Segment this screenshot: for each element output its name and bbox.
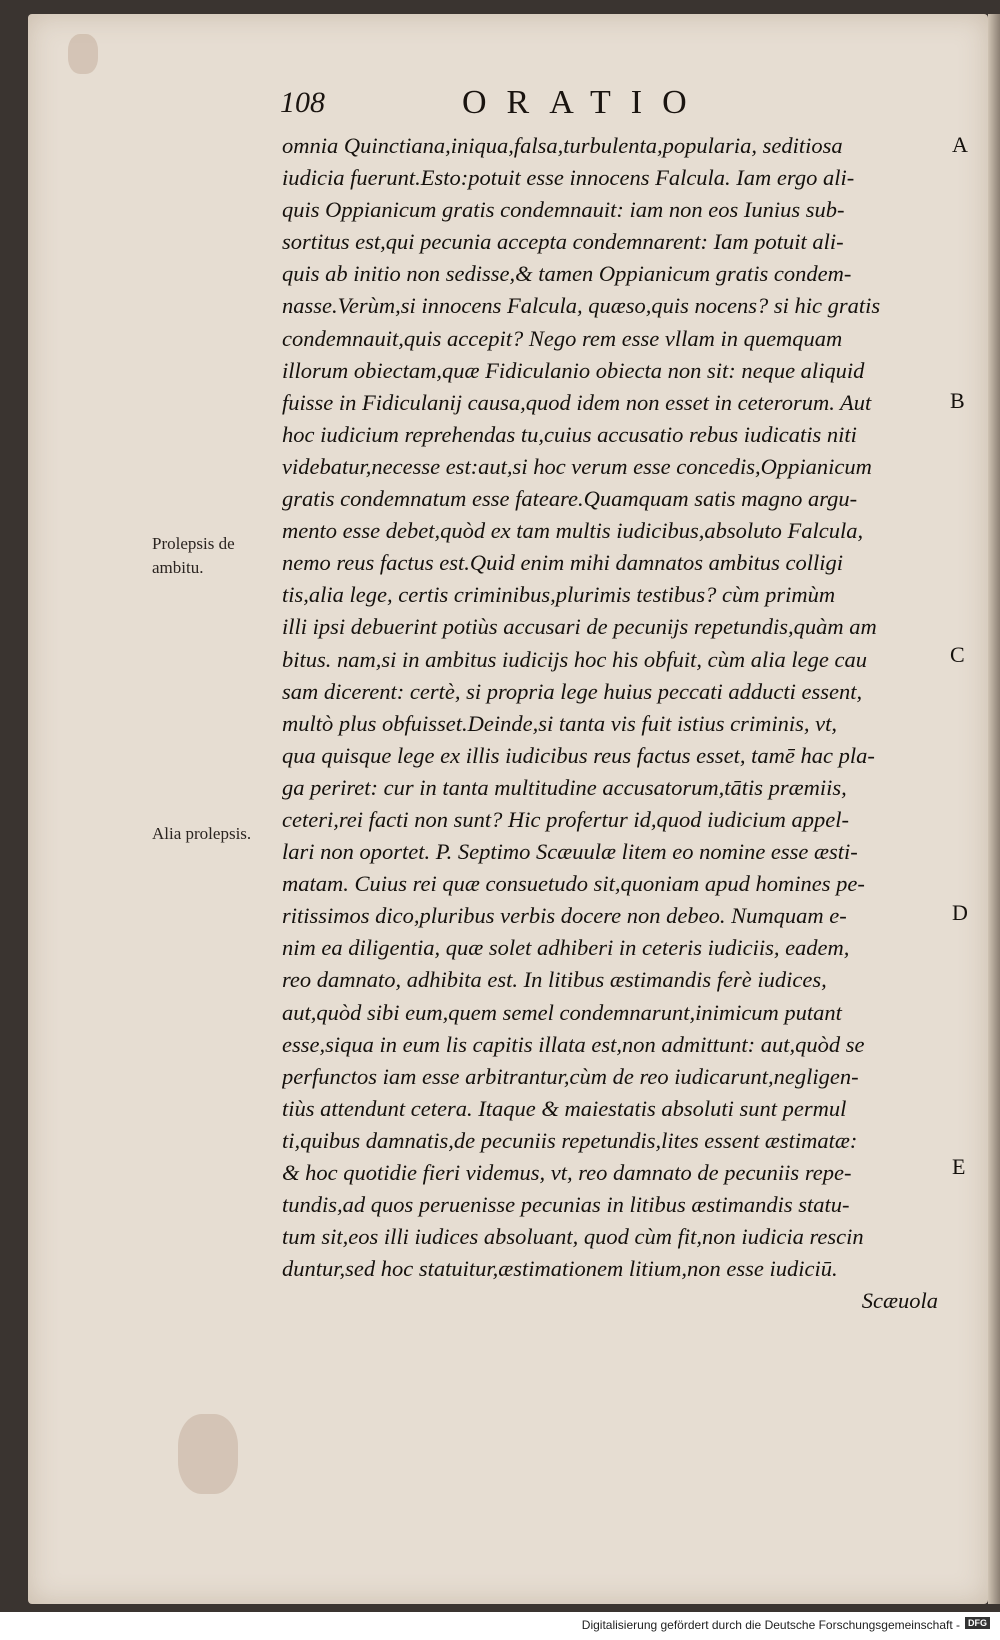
footer-credit: Digitalisierung gefördert durch die Deutsche Forschungsgemeinschaft - — [581, 1618, 960, 1632]
text-line: nasse.Verùm,si innocens Falcula, quæso,quis nocens? si hic gratis — [282, 293, 881, 319]
text-line: duntur,sed hoc statuitur,æstimationem litium,non esse iudiciū. — [282, 1256, 838, 1282]
text-line: reo damnato, adhibita est. In litibus æstimandis ferè iudices, — [282, 967, 827, 993]
text-line: tundis,ad quos peruenisse pecunias in litibus æstimandis statu- — [282, 1192, 850, 1218]
margin-note-alia-prolepsis: Alia prolepsis. — [152, 824, 252, 843]
page-stain — [178, 1414, 238, 1494]
section-letter-d: D — [952, 900, 968, 925]
page-edge — [988, 14, 1000, 1604]
text-line: lari non oportet. P. Septimo Scæuulæ litem eo nomine esse æsti- — [282, 839, 858, 865]
page-header — [0, 84, 1000, 124]
text-line: tis,alia lege, certis criminibus,plurimis testibus? cùm primùm — [282, 582, 836, 608]
text-line: omnia Quinctiana,iniqua,falsa,turbulenta,popularia, seditiosa — [282, 133, 843, 158]
running-title: ORATIO — [462, 84, 707, 121]
text-line: tum sit,eos illi iudices absoluant, quod cùm fit,non iudicia rescin — [282, 1224, 864, 1250]
text-line: sam dicerent: certè, si propria lege huius peccati adducti essent, — [282, 678, 863, 704]
text-line: nim ea diligentia, quæ solet adhiberi in ceteris iudiciis, eadem, — [282, 935, 850, 961]
text-line: quis ab initio non sedisse,& tamen Oppianicum gratis condem- — [282, 261, 852, 287]
text-line: aut,quòd sibi eum,quem semel condemnarunt,inimicum putant — [282, 999, 842, 1025]
text-line: multò plus obfuisset.Deinde,si tanta vis fuit istius criminis, vt, — [282, 710, 837, 736]
section-letter-b: B — [950, 388, 965, 413]
text-line: illi ipsi debuerint potiùs accusari de pecunijs repetundis,quàm am — [282, 614, 877, 640]
text-line: iudicia fuerunt.Esto:potuit esse innocens Falcula. Iam ergo ali- — [282, 165, 855, 191]
section-letter-c: C — [950, 642, 965, 667]
text-line: tiùs attendunt cetera. Itaque & maiestatis absoluti sunt permul — [282, 1095, 847, 1121]
text-line: ritissimos dico,pluribus verbis docere non debeo. Numquam e- — [282, 903, 847, 929]
text-line: quis Oppianicum gratis condemnauit: iam non eos Iunius sub- — [282, 197, 845, 223]
text-line: matam. Cuius rei quæ consuetudo sit,quoniam apud homines pe- — [282, 871, 865, 897]
text-line: hoc iudicium reprehendas tu,cuius accusatio rebus iudicatis niti — [282, 421, 857, 447]
page-stain — [68, 34, 98, 74]
footer — [0, 1612, 1000, 1640]
text-line: mento esse debet,quòd ex tam multis iudicibus,absoluto Falcula, — [282, 518, 864, 544]
page-number: 108 — [280, 86, 325, 119]
text-line: ga periret: cur in tanta multitudine accusatorum,tātis præmiis, — [282, 774, 847, 800]
text-line: illorum obiectam,quæ Fidiculanio obiecta non sit: neque aliquid — [282, 357, 865, 383]
text-line: qua quisque lege ex illis iudicibus reus factus esset, tamē hac pla- — [282, 742, 875, 768]
section-letter-e: E — [952, 1154, 966, 1179]
section-letter-a: A — [952, 132, 968, 157]
text-line: gratis condemnatum esse fateare.Quamquam satis magno argu- — [282, 486, 858, 512]
text-line: bitus. nam,si in ambitus iudicijs hoc his obfuit, cùm alia lege cau — [282, 646, 867, 672]
text-line: ceteri,rei facti non sunt? Hic profertur id,quod iudicium appel- — [282, 806, 850, 832]
text-line: condemnauit,quis accepit? Nego rem esse vllam in quemquam — [282, 325, 843, 351]
margin-note-prolepsis-ambitu: Prolepsis de ambitu. — [152, 534, 235, 577]
text-line: sortitus est,qui pecunia accepta condemnarent: Iam potuit ali- — [282, 229, 844, 255]
text-line: & hoc quotidie fieri videmus, vt, reo damnato de pecuniis repe- — [282, 1160, 852, 1185]
text-line: videbatur,necesse est:aut,si hoc verum esse concedis,Oppianicum — [282, 453, 872, 479]
dfg-logo: DFG — [965, 1617, 990, 1629]
text-line: nemo reus factus est.Quid enim mihi damnatos ambitus colligi — [282, 550, 844, 576]
text-line: perfunctos iam esse arbitrantur,cùm de reo iudicarunt,negligen- — [282, 1063, 859, 1089]
catchword: Scæuola — [861, 1288, 938, 1314]
text-line: ti,quibus damnatis,de pecuniis repetundis,lites essent æstimatæ: — [282, 1127, 858, 1153]
text-line: esse,siqua in eum lis capitis illata est,non admittunt: aut,quòd se — [282, 1031, 865, 1057]
text-column — [282, 130, 962, 1317]
text-line: fuisse in Fidiculanij causa,quod idem non esset in ceterorum. Aut — [282, 389, 872, 415]
